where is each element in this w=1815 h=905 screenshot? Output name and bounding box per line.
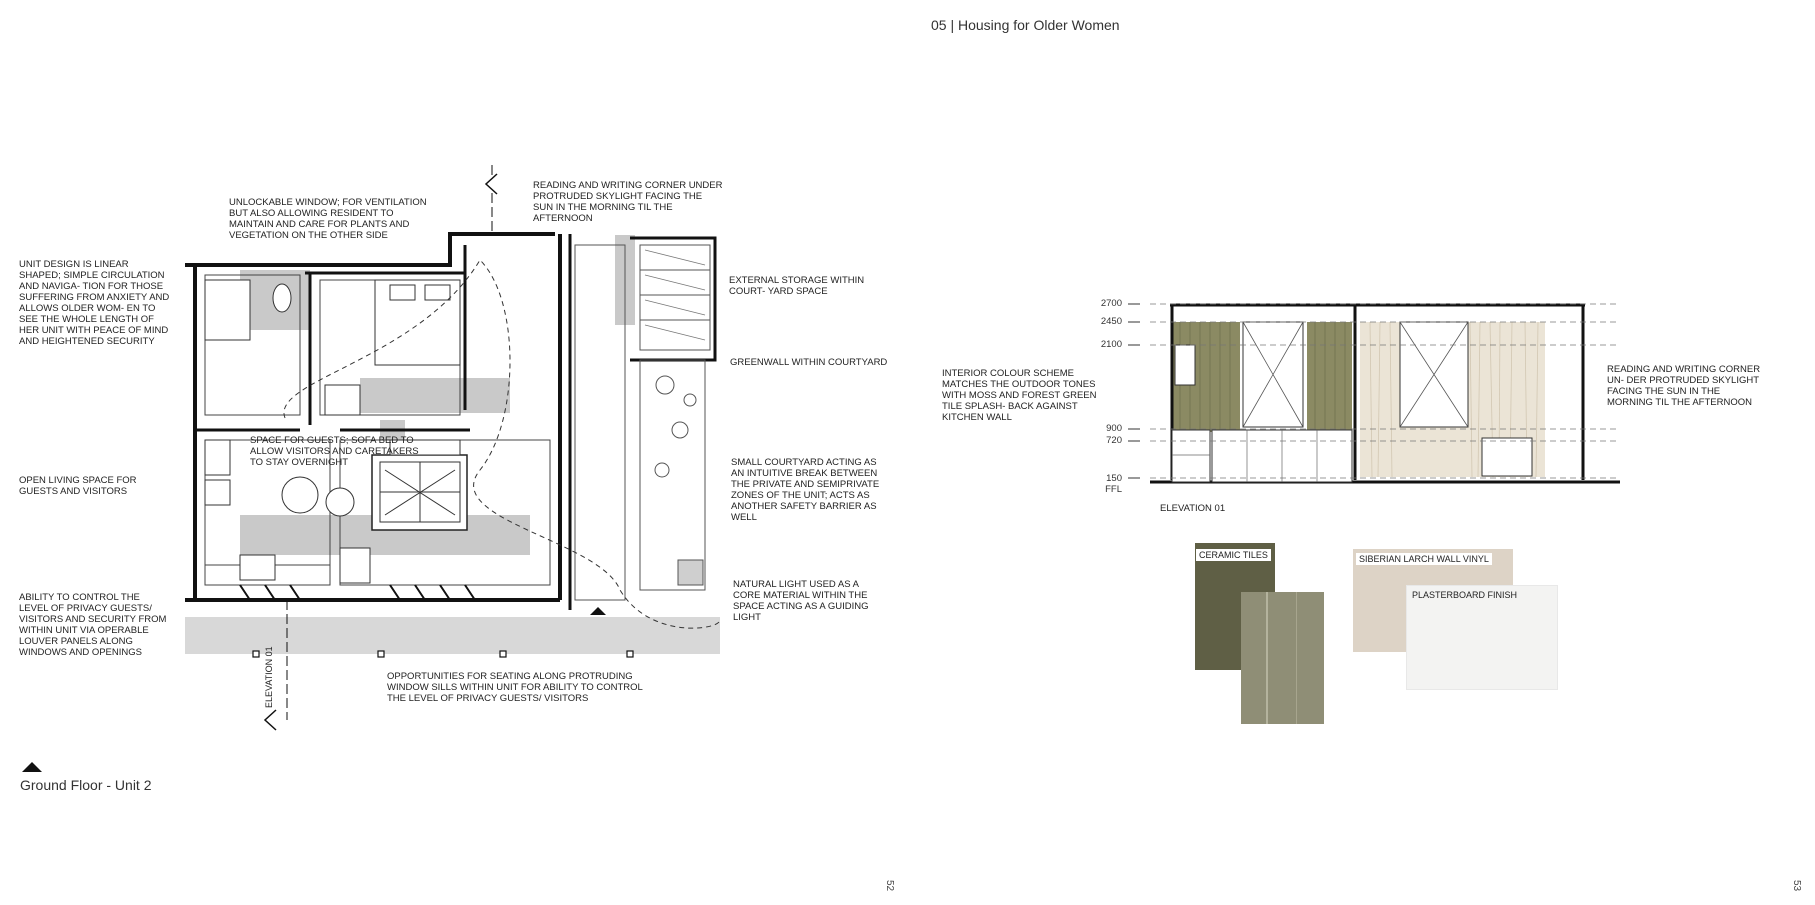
elevation-level-900: 900 [1106, 423, 1122, 434]
annotation-privacy-louvers: ABILITY TO CONTROL THE LEVEL OF PRIVACY GUESTS/ VISITORS AND SECURITY FROM WITHIN UNIT VIA OPERABLE LOUVER PANELS ALONG WINDOWS AND OPENINGS [19, 592, 167, 658]
ceramic-tiles-label: CERAMIC TILES [1196, 549, 1271, 561]
section-marker-label: ELEVATION 01 [264, 646, 274, 708]
annotation-guest-space: SPACE FOR GUESTS; SOFA BED TO ALLOW VISITORS AND CARETAKERS TO STAY OVERNIGHT [250, 435, 419, 468]
annotation-greenwall: GREENWALL WITHIN COURTYARD [730, 357, 888, 368]
elevation-level-720: 720 [1106, 435, 1122, 446]
plasterboard-label: PLASTERBOARD FINISH [1412, 590, 1518, 600]
elevation-reading-note: READING AND WRITING CORNER UN- DER PROTRUDED SKYLIGHT FACING THE SUN IN THE MORNING TIL THE AFTERNOON [1607, 364, 1761, 408]
elevation-level-2700: 2700 [1100, 298, 1122, 309]
elevation-level-2100: 2100 [1100, 339, 1122, 350]
annotation-linear-unit: UNIT DESIGN IS LINEAR SHAPED; SIMPLE CIRCULATION AND NAVIGA- TION FOR THOSE SUFFERING FROM ANXIETY AND ALLOWS OLDER WOM- EN TO SEE THE WHOLE LENGTH OF HER UNIT WITH PEACE OF MIND AND HEIGHTENED SECURITY [19, 259, 170, 347]
page-number-right: 53 [1791, 879, 1803, 892]
page-header: 05 | Housing for Older Women [931, 17, 1120, 33]
elevation-level-150: 150 [1106, 473, 1122, 484]
annotation-living-space: OPEN LIVING SPACE FOR GUESTS AND VISITORS [19, 475, 137, 497]
annotation-courtyard: SMALL COURTYARD ACTING AS AN INTUITIVE BREAK BETWEEN THE PRIVATE AND SEMIPRIVATE ZONES OF THE UNIT; ACTS AS ANOTHER SAFETY BARRIER AS WELL [731, 457, 880, 523]
elevation-level-2450: 2450 [1100, 316, 1122, 327]
annotation-reading-corner: READING AND WRITING CORNER UNDER PROTRUDED SKYLIGHT FACING THE SUN IN THE MORNING TIL THE AFTERNOON [533, 180, 723, 224]
ceramic-tiles-swatch-light [1241, 592, 1324, 724]
larch-vinyl-label: SIBERIAN LARCH WALL VINYL [1356, 553, 1492, 565]
elevation-level-ffl: FFL [1105, 484, 1122, 495]
annotation-window: UNLOCKABLE WINDOW; FOR VENTILATION BUT ALSO ALLOWING RESIDENT TO MAINTAIN AND CARE FOR PLANTS AND VEGETATION ON THE OTHER SIDE [229, 197, 427, 241]
elevation-colour-note: INTERIOR COLOUR SCHEME MATCHES THE OUTDOOR TONES WITH MOSS AND FOREST GREEN TILE SPLASH- BACK AGAINST KITCHEN WALL [942, 368, 1097, 423]
elevation-label: ELEVATION 01 [1160, 503, 1226, 514]
annotation-window-seating: OPPORTUNITIES FOR SEATING ALONG PROTRUDING WINDOW SILLS WITHIN UNIT FOR ABILITY TO CONTROL THE LEVEL OF PRIVACY GUESTS/ VISITORS [387, 671, 643, 704]
plan-caption: Ground Floor - Unit 2 [20, 777, 152, 793]
annotation-external-storage: EXTERNAL STORAGE WITHIN COURT- YARD SPACE [729, 275, 865, 297]
annotation-natural-light: NATURAL LIGHT USED AS A CORE MATERIAL WITHIN THE SPACE ACTING AS A GUIDING LIGHT [733, 579, 869, 623]
page-number-left: 52 [884, 879, 896, 892]
